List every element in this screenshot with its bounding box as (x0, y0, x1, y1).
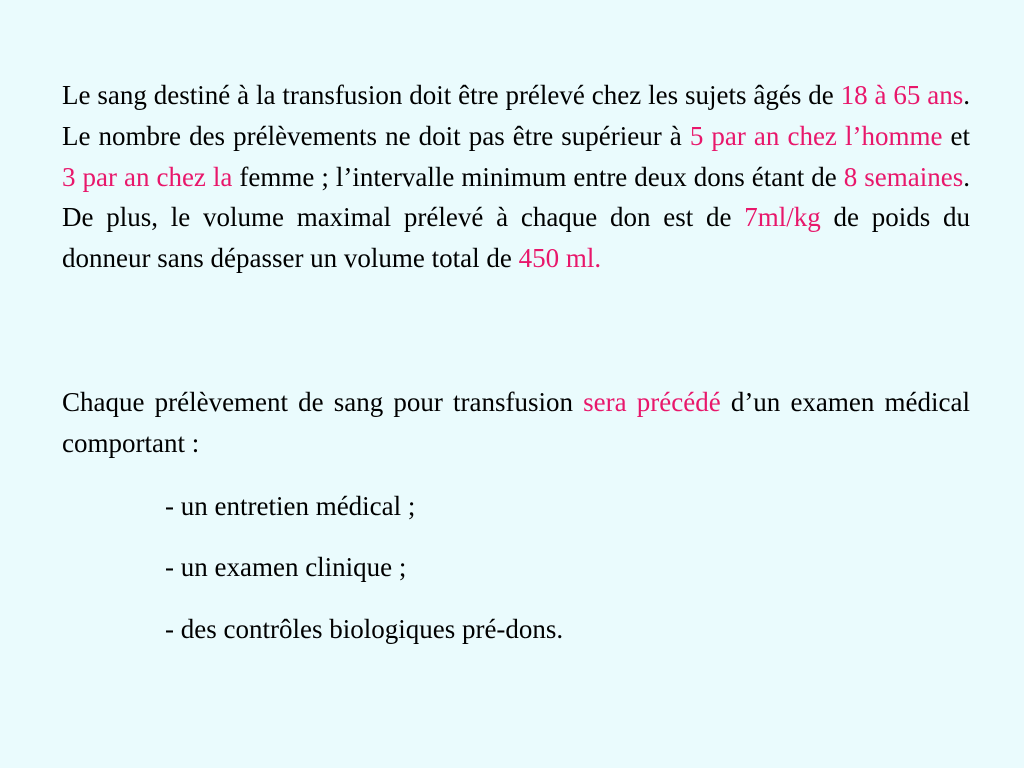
text-segment: Chaque prélèvement de sang pour transfusion (62, 387, 584, 417)
text-segment: et (942, 120, 970, 151)
highlight-men-limit: 5 par an chez l’homme (689, 120, 943, 151)
text-segment: . De plus, le volume maximal prélevé à chaque don est de (62, 161, 970, 233)
text-segment: Le sang destiné à la transfusion doit être prélevé chez les sujets âgés de (62, 80, 841, 110)
text-segment: de poids du donneur sans dépasser un volume total de (62, 202, 970, 274)
text-segment: femme ; l’intervalle minimum entre deux dons étant de (232, 161, 844, 192)
highlight-interval: 8 semaines (843, 161, 964, 192)
text-segment: d’un examen médical comportant : (62, 387, 970, 458)
highlight-age-range: 18 à 65 ans (840, 80, 964, 110)
list-item-medical-interview: - un entretien médical ; (165, 491, 416, 521)
paragraph-medical-exam (62, 382, 970, 464)
highlight-women-limit: 3 par an chez la (62, 161, 233, 192)
list-item-clinical-exam: - un examen clinique ; (165, 552, 407, 582)
list-item-biological-checks: - des contrôles biologiques pré-dons. (165, 614, 564, 644)
highlight-volume-per-kg: 7ml/kg (744, 202, 821, 233)
highlight-preceded: sera précédé (583, 387, 721, 417)
paragraph-donation-rules (62, 75, 970, 279)
text-segment: . Le nombre des prélèvements ne doit pas être supérieur à (62, 80, 970, 151)
highlight-total-volume: 450 ml. (518, 243, 602, 274)
